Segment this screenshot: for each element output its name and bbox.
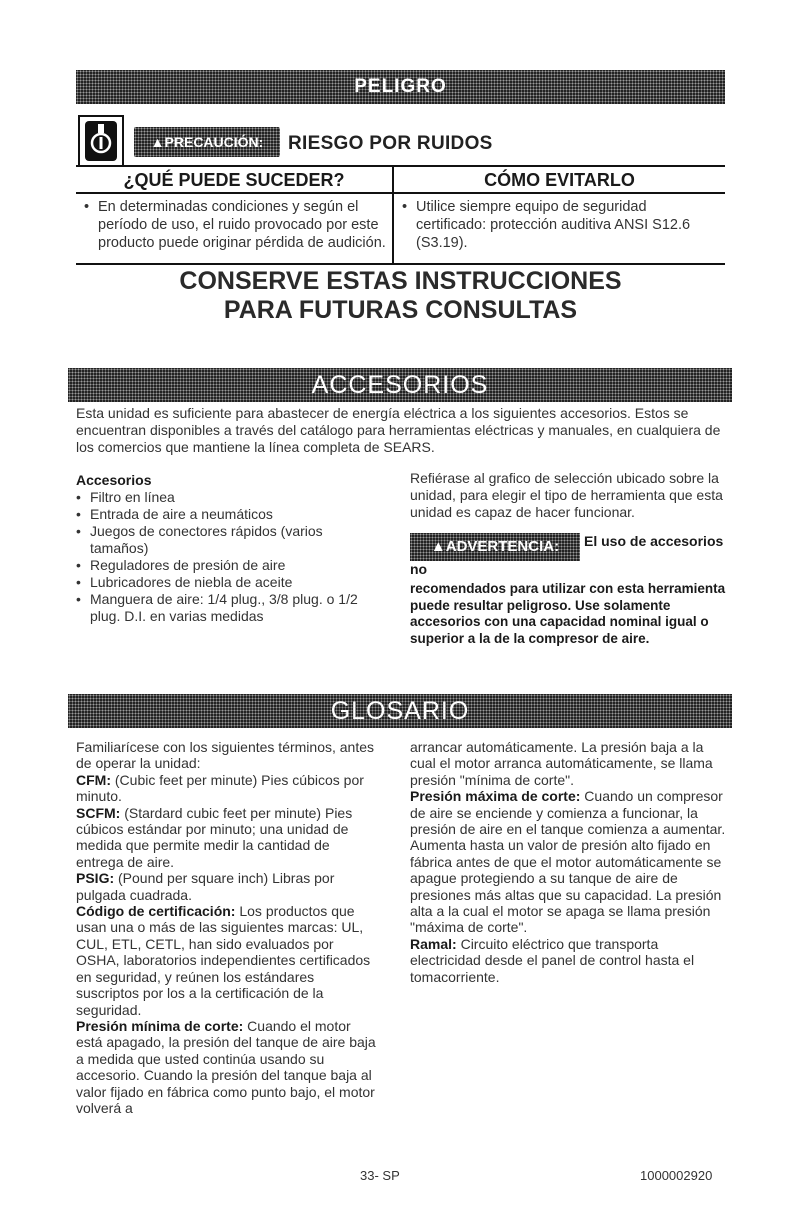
- glossary-entry: PSIG: (Pound per square inch) Libras por pulgada cuadrada.: [76, 870, 335, 903]
- table-bottom-rule: [76, 263, 725, 265]
- risk-how-body: Utilice siempre equipo de seguridad certificado: protección auditiva ANSI S12.6 (S3.19).: [416, 199, 691, 251]
- conserve-line2: PARA FUTURAS CONSULTAS: [223, 296, 578, 324]
- accesorios-right: [410, 470, 730, 647]
- glossary-continuation: arrancar automáticamente. La presión baja a la cual el motor arranca automáticamente, se llama presión "mínima de corte".: [410, 739, 713, 788]
- glossary-entry: CFM: (Cubic feet per minute) Pies cúbicos por minuto.: [76, 771, 364, 805]
- precaucion-badge: [134, 127, 280, 157]
- hazard-title: RIESGO POR RUIDOS: [288, 133, 493, 154]
- glosario-banner: GLOSARIO: [68, 694, 732, 728]
- list-item: • Manguera de aire: 1/4 plug., 3/8 plug. o 1/2 plug. D.I. en varias medidas: [76, 591, 358, 624]
- list-item: • Lubricadores de niebla de aceite: [76, 574, 293, 590]
- glossary-entry: Ramal: Circuito eléctrico que transporta electricidad desde el panel de control hasta el tomacorriente.: [410, 935, 695, 985]
- table-header-rule: [76, 192, 725, 194]
- risk-what-text: • En determinadas condiciones y según el período de uso, el ruido provocado por este producto puede originar pérdida de audición.: [84, 199, 386, 251]
- glossary-entry: Presión mínima de corte: Cuando el motor está apagado, la presión del tanque de aire baja a medida que usted continúa usando su accesorio. Cuando la presión del tanque baja al valor fijado en fábrica como punto bajo, el motor volverá a: [76, 1017, 376, 1116]
- list-item: • Reguladores de presión de aire: [76, 557, 286, 573]
- conserve-line1: CONSERVE ESTAS INSTRUCCIONES: [179, 267, 622, 295]
- accesorios-intro: Esta unidad es suficiente para abastecer de energía eléctrica a los siguientes accesorios. Estos se encuentran disponibles a través del catálogo para herramientas eléctricas y manuales, en cualquiera de los comercios que mantiene la línea completa de SEARS.: [76, 405, 721, 455]
- warning-triangle-icon: ▲: [150, 134, 165, 150]
- accesorios-right-text: Refiérase al grafico de selección ubicado sobre la unidad, para elegir el tipo de herramienta que esta unidad es capaz de hacer funcionar.: [410, 470, 723, 520]
- list-item: • Entrada de aire a neumáticos: [76, 506, 273, 522]
- advertencia-badge: ▲ADVERTENCIA:: [410, 533, 580, 561]
- col-head-what: ¿QUÉ PUEDE SUCEDER?: [123, 170, 345, 190]
- advertencia-lead: El uso de accesorios no: [410, 533, 724, 577]
- hearing-protection-icon: [78, 115, 124, 167]
- accesorios-list: [76, 472, 376, 625]
- glossary-entry: SCFM: (Stardard cubic feet per minute) Pies cúbicos estándar por minuto; una unidad de medida que permite medir la cantidad de entrega de aire.: [76, 804, 353, 870]
- glosario-intro: Familiarícese con los siguientes términos, antes de operar la unidad:: [76, 739, 375, 772]
- col-head-how: CÓMO EVITARLO: [484, 170, 635, 190]
- glosario-right: [410, 739, 728, 985]
- conserve-heading: [76, 267, 725, 325]
- warning-triangle-icon: ▲: [430, 538, 446, 555]
- list-item: • Juegos de conectores rápidos (varios tamaños): [76, 523, 323, 556]
- glosario-left: [76, 739, 381, 1116]
- glossary-entry: Presión máxima de corte: Cuando un compresor de aire se enciende y comienza a funcionar, la presión de aire en el tanque comienza a aumentar. Aumenta hasta un valor de presión alto fijado en fábrica antes de que el motor automáticamente se apague protegiendo a su tanque de aire de presiones más altas que su capacidad. La presión alta a la cual el motor se apaga se llama presión "máxima de corte".: [410, 788, 726, 936]
- accesorios-banner: ACCESORIOS: [68, 368, 732, 402]
- table-top-rule: [76, 165, 725, 167]
- precaucion-label: PRECAUCIÓN:: [164, 134, 264, 150]
- list-item: • Filtro en línea: [76, 489, 175, 505]
- advertencia-block: [410, 533, 730, 647]
- accesorios-list-heading: Accesorios: [76, 472, 152, 488]
- page-number: 33- SP: [360, 1168, 400, 1183]
- document-code: 1000002920: [640, 1168, 713, 1183]
- risk-what-body: En determinadas condiciones y según el período de uso, el ruido provocado por este producto puede originar pérdida de audición.: [98, 199, 386, 251]
- peligro-banner: PELIGRO: [76, 70, 725, 104]
- advertencia-text: recomendados para utilizar con esta herramienta puede resultar peligroso. Use solamente accesorios con una capacidad nominal igual o superior a la de la compresor de aire.: [410, 581, 726, 646]
- glossary-entry: Código de certificación: Los productos que usan una o más de las siguientes marcas: UL, CUL, ETL, CETL, han sido evaluados por OSHA, laboratorios independientes certificados en seguridad, y reúnen los estándares suscriptos por los a la certificación de la seguridad.: [76, 903, 371, 1018]
- risk-how-text: • Utilice siempre equipo de seguridad certificado: protección auditiva ANSI S12.6 (S3.19).: [402, 198, 720, 252]
